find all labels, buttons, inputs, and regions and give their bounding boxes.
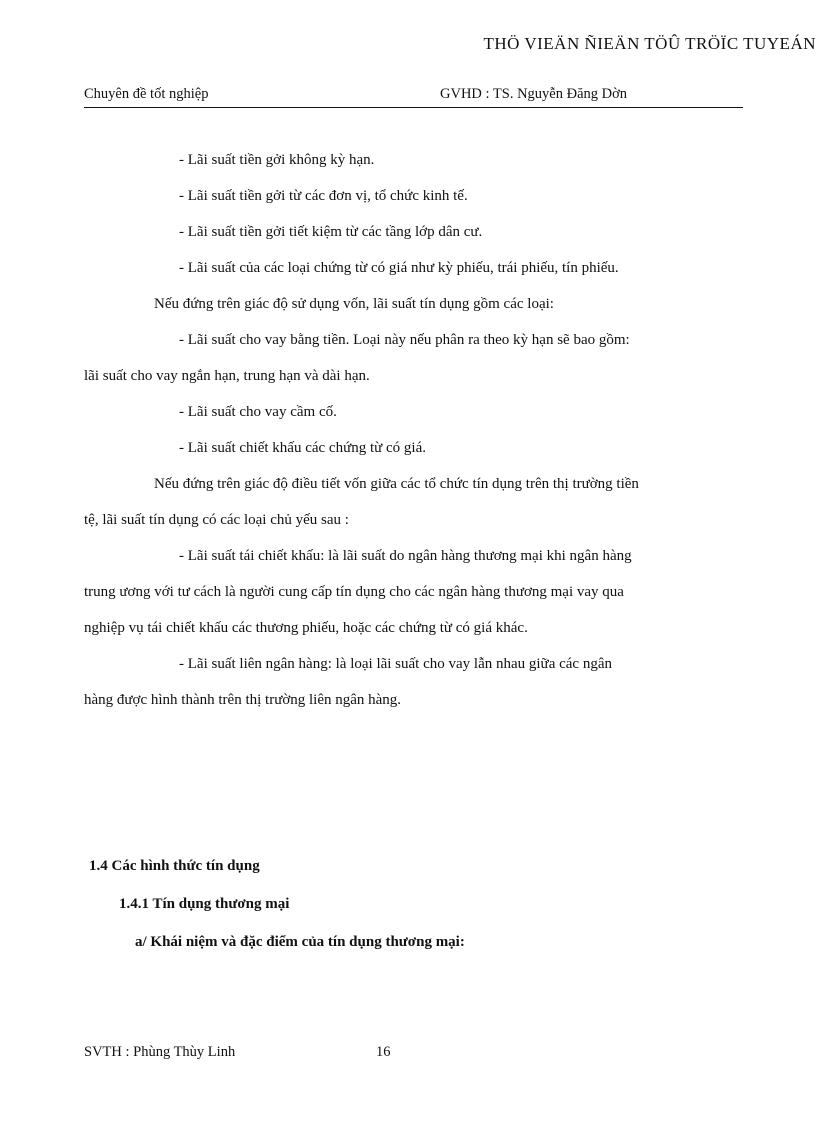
section-heading: 1.4 Các hình thức tín dụng bbox=[89, 858, 260, 874]
paragraph: - Lãi suất chiết khấu các chứng từ có giá. bbox=[179, 440, 426, 456]
page-number: 16 bbox=[376, 1044, 391, 1060]
paragraph: Nếu đứng trên giác độ sử dụng vốn, lãi suất tín dụng gồm các loại: bbox=[154, 296, 554, 312]
paragraph: - Lãi suất tiền gởi tiết kiệm từ các tầng lớp dân cư. bbox=[179, 224, 483, 240]
header-divider bbox=[84, 107, 743, 108]
paragraph: trung ương với tư cách là người cung cấp tín dụng cho các ngân hàng thương mại vay qua bbox=[84, 584, 624, 600]
paragraph: nghiệp vụ tái chiết khấu các thương phiếu, hoặc các chứng từ có giá khác. bbox=[84, 620, 528, 636]
subsubsection-heading: a/ Khái niệm và đặc điểm của tín dụng thương mại: bbox=[135, 934, 465, 950]
paragraph: - Lãi suất cho vay cầm cố. bbox=[179, 404, 337, 420]
body-text bbox=[84, 142, 743, 718]
watermark-title: THÖ VIEÄN ÑIEÄN TÖÛ TRÖÏC TUYEÁN bbox=[483, 34, 816, 53]
paragraph: - Lãi suất của các loại chứng từ có giá như kỳ phiếu, trái phiếu, tín phiếu. bbox=[179, 260, 619, 276]
paragraph: - Lãi suất tiền gởi từ các đơn vị, tổ chức kinh tế. bbox=[179, 188, 468, 204]
subsection-heading: 1.4.1 Tín dụng thương mại bbox=[119, 896, 290, 912]
paragraph: - Lãi suất tái chiết khấu: là lãi suất do ngân hàng thương mại khi ngân hàng bbox=[179, 548, 632, 564]
paragraph: - Lãi suất liên ngân hàng: là loại lãi suất cho vay lẫn nhau giữa các ngân bbox=[179, 656, 612, 672]
paragraph: - Lãi suất cho vay bằng tiền. Loại này nếu phân ra theo kỳ hạn sẽ bao gồm: bbox=[179, 332, 630, 348]
paragraph: hàng được hình thành trên thị trường liên ngân hàng. bbox=[84, 692, 402, 708]
footer-author: SVTH : Phùng Thùy Linh bbox=[84, 1044, 236, 1060]
paragraph: Nếu đứng trên giác độ điều tiết vốn giữa các tổ chức tín dụng trên thị trường tiền bbox=[154, 476, 639, 492]
paragraph: - Lãi suất tiền gởi không kỳ hạn. bbox=[179, 152, 375, 168]
header-topic: Chuyên đề tốt nghiệp bbox=[84, 86, 209, 102]
paragraph: lãi suất cho vay ngắn hạn, trung hạn và dài hạn. bbox=[84, 368, 370, 384]
paragraph: tệ, lãi suất tín dụng có các loại chủ yếu sau : bbox=[84, 512, 349, 528]
header-advisor: GVHD : TS. Nguyễn Đăng Dờn bbox=[440, 86, 628, 102]
